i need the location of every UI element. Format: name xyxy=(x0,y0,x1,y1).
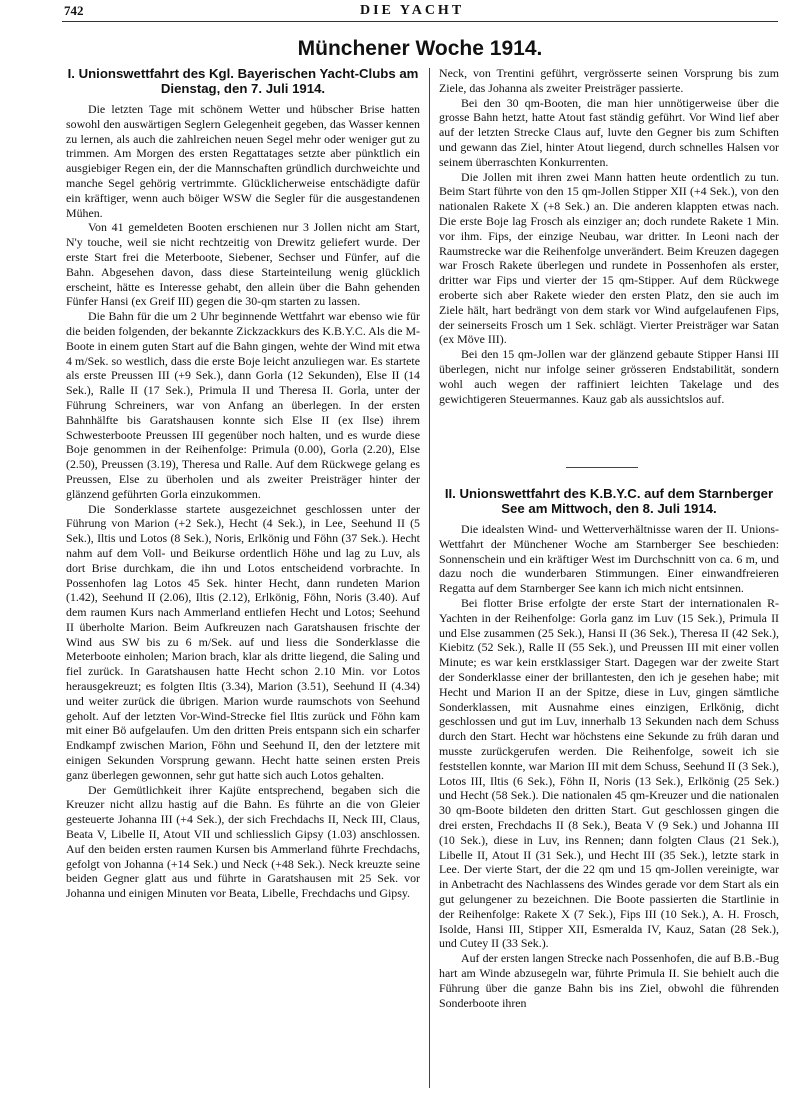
section-separator xyxy=(566,467,638,468)
running-head: DIE YACHT xyxy=(360,3,465,18)
section-2-paragraph: Die idealsten Wind- und Wetterverhältnisse waren der II. Unions-Wettfahrt der Münchener Woche am Starnberger See beschieden: Sonnenschein und ein kräftiger West im Durchschnitt von ca. 6 m, und dazu noch die wunderbaren Stimmungen. Einer einwandfreieren Regatta auf dem Starnberger See kann ich mich nicht entsinnen. xyxy=(439,522,779,596)
section-2-paragraph: Auf der ersten langen Strecke nach Possenhofen, die auf B.B.-Bug hart am Winde abzusegeln war, führte Primula II. Sie behielt auch die Führung über die ganze Bahn bis ins Ziel, obwohl die führenden Sonderboote ihren xyxy=(439,951,779,1010)
section-1-continuation: Bei den 30 qm-Booten, die man hier unnötigerweise über die grosse Bahn hetzt, hatte Atout fast ständig geführt. Vor Wind lief aber auf der letzten Strecke Claus auf, luvte den Gegner bis zum Schiften und gewann das Ziel, hinter Atout liegend, durch schnelles Halsen vor seinem überraschten Konkurrenten. xyxy=(439,95,779,169)
section-1-continuation: Die Jollen mit ihren zwei Mann hatten heute ordentlich zu tun. Beim Start führte von den 15 qm-Jollen Stipper XII (+4 Sek.), von den nationalen Rakete X (+8 Sek.) an. Die anderen klappten etwas nach. Die erste Boje lag Frosch als einziger an; doch rundete Rakete 1 Min. vor ihm. Fips, der einzige Neubau, war dritter. In Leoni nach der Raumstrecke war die Reihenfolge unverändert. Beim Kreuzen dagegen war Frosch Rakete überlegen und rundete in Possenhofen als erster, dritter war Fips und vierter der 15 qm-Stipper. Auf dem Rückwege eroberte sich aber Rakete wieder den ersten Platz, den sie auch im Ziele hält, hart bedrängt von dem stark vor Wind aufgelaufenen Fips, der seinerseits Frosch um 1 Sek. schlägt. Vierter Preisträger war Satan (ex Möve III). xyxy=(439,169,779,347)
right-column-top xyxy=(439,66,779,460)
section-1-paragraph: Von 41 gemeldeten Booten erschienen nur 3 Jollen nicht am Start, N'y touche, weil sie nicht rechtzeitig von Drewitz geliefert wurde. Der erste Start frei die Meterboote, Siebener, Sechser und Fünfer, auf die Bahn. Abgesehen davon, dass diese Starteinteilung wenig glücklich erscheint, hätte es Interesse gehabt, den allein über die Bahn gehenden Fünfer Hansi (ex Greif III) gegen die 30-qm starten zu lassen. xyxy=(66,220,420,309)
section-1-paragraph: Die letzten Tage mit schönem Wetter und hübscher Brise hatten sowohl den auswärtigen Seglern Gelegenheit gegeben, das Wasser kennen zu lernen, als auch die zahlreichen neuen Segel mehr oder weniger gut zu trimmen. Am Morgen des ersten Regattatages setzte aber pünktlich ein ausgiebiger Regen ein, der die Mannschaften gründlich durchweichte und manche Segel gehörig vertrimmte. Glücklicherweise entschädigte dafür ein kräftiger, wenn auch böiger WSW die Segler für die ausgestandenen Mühen. xyxy=(66,102,420,220)
section-1-paragraph: Die Bahn für die um 2 Uhr beginnende Wettfahrt war ebenso wie für die beiden folgenden, der bekannte Zickzackkurs des K.B.Y.C. Als die M-Boote in einem guten Start auf die Bahn gingen, wehte der Wind mit etwa 4 m/Sek. so westlich, dass die erste Boje leicht anzuliegen war. Es startete als erste Preussen III (+9 Sek.), dann Gorla (12 Sekunden), Else II (14 Sek.), Ralle II (17 Sek.), Primula II und Theresa II. Gorla, unter der Führung Schreiners, war von Anfang an überlegen. In der ersten Bahnhälfte bis Garatshausen konnte sich Else II (ex Ilse) ihrem Schwesterboote Preussen III gegenüber noch halten, und es wurde diese Boje genommen in der Reihenfolge: Primula (0.00), Gorla (2.20), Else (2.50), Preussen (3.19), Theresa und Ralle. Auf dem Rückwege gelang es Preussen, Else zu überholen und als zweiter Preisträger hinter der glänzend geführten Gorla einzukommen. xyxy=(66,309,420,501)
section-1-heading: I. Unionswettfahrt des Kgl. Bayerischen Yacht-Clubs am Dienstag, den 7. Juli 1914. xyxy=(67,66,419,96)
column-divider xyxy=(429,68,430,1088)
section-1-continuation: Neck, von Trentini geführt, vergrösserte seinen Vorsprung bis zum Ziele, das Johanna als zweiter Preisträger passierte. xyxy=(439,66,779,95)
section-1-paragraph: Der Gemütlichkeit ihrer Kajüte entsprechend, begaben sich die Kreuzer nicht allzu hastig auf die Bahn. Es führte an die von Gleier gesteuerte Johanna III (+4 Sek.), der sich Frechdachs II, Neck III, Claus, Beata V, Libelle II, Atout VII und schliesslich Gipsy (1.03) anschlossen. Auf den beiden ersten raumen Kursen bis Ammerland führte Frechdachs, gefolgt von Johanna (+14 Sek.) und Neck (+48 Sek.). Neck kreuzte seine beiden Gegner glatt aus und führte in Garatshausen mit 25 Sek. vor Johanna und einigen Minuten vor Beata, Libelle, Frechdachs und Gipsy. xyxy=(66,782,420,901)
right-column-bottom xyxy=(439,486,779,1092)
article-title: Münchener Woche 1914. xyxy=(297,37,543,60)
left-column xyxy=(66,66,420,1092)
page-number: 742 xyxy=(64,3,84,18)
header-rule xyxy=(62,21,778,22)
section-1-paragraph: Die Sonderklasse startete ausgezeichnet geschlossen unter der Führung von Marion (+2 Sek.), Hecht (4 Sek.), in Lee, Seehund II (5 Sek.), Iltis und Lotos (8 Sek.), Noris, Erlkönig und Föhn (37 Sek.). Hecht nahm auf dem Voll- und Beikurse ordentlich Höhe und lag zu Luv, als dort Brise durchkam, die ihn und Lotos entscheidend vorbrachte. In Possenhofen lag Lotos 45 Sek. hinter Hecht, dann rundeten Marion (1.42), Seehund II (2.06), Iltis (2.12), Erlkönig, Föhn, Noris (3.40). Auf dem raumen Kurs nach Ammerland entliefen Hecht und Lotos; Seehund II überholte Marion. Beim Aufkreuzen nach Garatshausen frischte der Wind aus SW bis zu 6 m/Sek. auf und liess die Sonderklasse die Meterboote einholen; Marion brach, klar als dritte liegend, die Saling und fiel zurück. In Garatshausen hatte Hecht schon 2.10 Min. vor Lotos herausgekreuzt; es folgten Iltis (3.34), Marion (3.51), Seehund II (4.34) und weiter zurück die übrigen. Marion wurde raumschots von Seehund geholt. Auf der letzten Vor-Wind-Strecke fiel Iltis zurück und Föhn kam mit einer Bö aufgelaufen. Um den dritten Preis entspann sich ein scharfer Endkampf zwischen Marion, Föhn und Seehund II, den der letztere mit einigen Sekunden Vorsprung gewann. Hecht hatte seinen ersten Preis ganz überlegen gewonnen, sehr gut hatte sich auch Lotos gehalten. xyxy=(66,501,420,782)
section-2-heading: II. Unionswettfahrt des K.B.Y.C. auf dem Starnberger See am Mittwoch, den 8. Juli 1914. xyxy=(444,486,774,516)
section-1-continuation: Bei den 15 qm-Jollen war der glänzend gebaute Stipper Hansi III überlegen, nicht nur infolge seiner grösseren Endstabilität, sondern wohl auch wegen der raffiniert leichten Takelage und des gewichtigeren Steuermannes. Kauz gab als aussichtslos auf. xyxy=(439,347,779,406)
section-2-paragraph: Bei flotter Brise erfolgte der erste Start der internationalen R-Yachten in der Reihenfolge: Gorla ganz im Luv (15 Sek.), Primula II und Else zusammen (25 Sek.), Hansi II (36 Sek.), Theresa II (42 Sek.), Kiebitz (52 Sek.), Ralle II (55 Sek.), und Preussen III mit einer vollen Minute; es war kein erstklassiger Start. Dagegen war der zweite Start der Sonderklasse einer der brillantesten, den ich je gesehen habe; mit Hecht und Marion II an der Spitze, diese in Luv, gingen sämtliche Sonderklassen, mit Ausnahme eines einzigen, Erlkönig, dicht geschlossen und gut im Luv, innerhalb 13 Sekunden nach dem Schuss durch den Start. Hecht war höchstens eine Sekunde zu früh daran und musste zurückgerufen werden. Die Reihenfolge, soweit ich sie feststellen konnte, war Marion III mit dem Schuss, Seehund II (3 Sek.), Lotos III, Iltis (6 Sek.), Föhn II, Noris (13 Sek.), Erlkönig (25 Sek.) und Hecht (58 Sek.). Die nationalen 45 qm-Kreuzer und die nationalen 30 qm-Boote bildeten den dritten Start. Gut geschlossen gingen die drei ersten, Frechdachs II (8 Sek.), Beata V (9 Sek.) und Johanna III (10 Sek.), diese in Luv, ins Rennen; dann folgten Claus (21 Sek.), Libelle II, Atout II (31 Sek.), und Hecht III (35 Sek.), letzte stark in Lee. Der vierte Start, der die 22 qm und 15 qm-Jollen vereinigte, war in Anbetracht des Nachlassens des Windes gerade vor dem Start als ein gut gelungener zu bezeichnen. Die Boote passierten die Startlinie in der Reihenfolge: Rakete X (7 Sek.), Fips III (10 Sek.), A. H. Frosch, Isolde, Hansi III, Stipper XII, Esmeralda IV, Kauz, Satan (28 Sek.), und Cutey II (33 Sek.). xyxy=(439,595,779,951)
